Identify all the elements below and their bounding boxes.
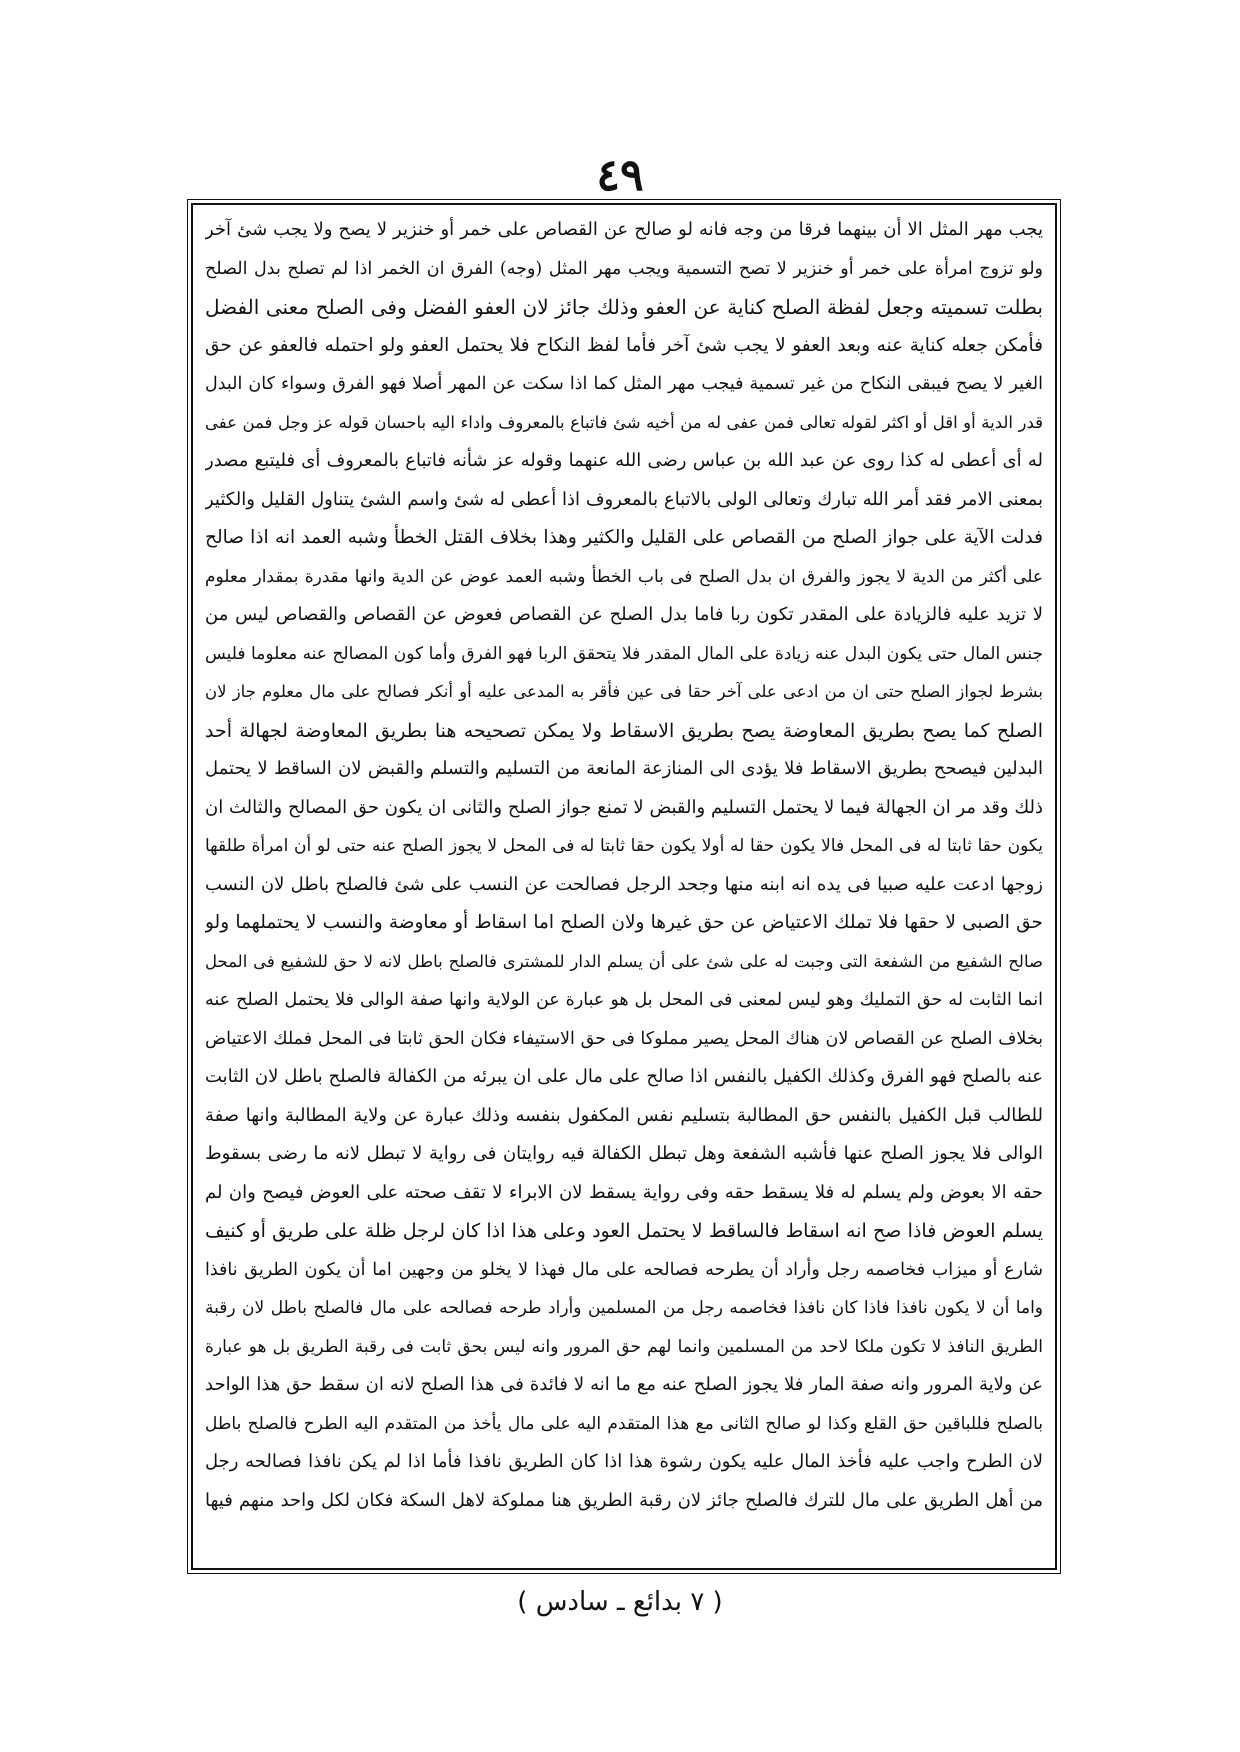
text-line: بطلت تسميته وجعل لفظة الصلح كناية عن العفو وذلك جائز لان العفو الفضل وفى الصلح معنى الفضل (205, 295, 1043, 319)
text-line: فأمكن جعله كناية عنه وبعد العفو لا يجب شئ آخر فأما لفظ النكاح فلا يحتمل العفو ولو احتمله فالعفو عن حق (205, 334, 1043, 356)
text-line: يسلم العوض فاذا صح انه اسقاط فالساقط لا يحتمل العود وعلى هذا اذا كان لرجل ظلة على طريق أو كنيف (205, 1220, 1043, 1242)
text-line: للطالب قبل الكفيل بالنفس حق المطالبة بتسليم نفس المكفول بنفسه وذلك عبارة عن ولاية المطالبة وانها صفة (205, 1104, 1043, 1126)
footer-signature: ( ٧ بدائع ـ سادس ) (517, 1587, 723, 1617)
text-line: فدلت الآية على جواز الصلح من القصاص على القليل والكثير وهذا بخلاف القتل الخطأ وشبه العمد انه اذا صالح (205, 527, 1043, 548)
text-body (205, 211, 1043, 1562)
text-line: البدلين فيصحح بطريق الاسقاط فلا يؤدى الى المنازعة المانعة من التسليم والتسلم والقبض لان الساقط لا يحتمل (205, 758, 1043, 779)
text-line: حق الصبى لا حقها فلا تملك الاعتياض عن حق غيرها ولان الصلح اما اسقاط أو معاوضة والنسب لا يحتملهما ولو (205, 912, 1043, 933)
text-line: صالح الشفيع من الشفعة التى وجبت له على شئ على أن يسلم الدار للمشترى فالصلح باطل لانه لا حق للشفيع فى المحل (205, 951, 1043, 971)
text-line: جنس المال حتى يكون البدل عنه زيادة على المال المقدر فلا يتحقق الربا فهو الفرق وأما كون المصالح عنه معلوما فليس (205, 643, 1043, 664)
text-line: بشرط لجواز الصلح حتى ان من ادعى على آخر حقا فى عين فأقر به المدعى عليه أو أنكر فصالح على مال معلوم جاز لان (205, 682, 1043, 701)
text-line: له أى أعطى له كذا روى عن عبد الله بن عباس رضى الله عنهما وقوله عز شأنه فاتباع بالمعروف أى فليتبع مصدر (205, 450, 1043, 471)
text-line: ذلك وقد مر ان الجهالة فيما لا يحتمل التسليم والقبض لا تمنع جواز الصلح والثانى ان يكون حق المصالح والثالث ان (205, 796, 1043, 818)
text-line: بخلاف الصلح عن القصاص لان هناك المحل يصير مملوكا فى حق الاستيفاء فكان الحق ثابتا فى المحل فملك الاعتياض (205, 1028, 1043, 1049)
page-number: ٤٩ (596, 150, 644, 201)
text-line: قدر الدية أو اقل أو اكثر لقوله تعالى فمن عفى له من أخيه شئ فاتباع بالمعروف واداء اليه باحسان قوله عز وجل فمن عفى (205, 412, 1043, 432)
text-line: عنه بالصلح فهو الفرق وكذلك الكفيل بالنفس اذا صالح على مال على ان يبرئه من الكفالة فالصلح باطل لان الثابت (205, 1066, 1043, 1087)
text-line: زوجها ادعت عليه صبيا فى يده انه ابنه منها وجحد الرجل فصالحت عن النسب على شئ فالصلح باطل لان النسب (205, 873, 1043, 895)
text-line: الوالى فلا يجوز الصلح عنها فأشبه الشفعة وهل تبطل الكفالة فيه روايتان فى رواية لا تبطل لانه ما رضى بسقوط (205, 1143, 1043, 1164)
text-line: الغير لا يصح فيبقى النكاح من غير تسمية فيجب مهر المثل كما اذا سكت عن المهر أصلا فهو الفرق وسواء كان البدل (205, 374, 1043, 394)
text-line: يكون حقا ثابتا له فى المحل فالا يكون حقا له أولا يكون حقا ثابتا له فى المحل لا يجوز الصلح عنه حتى لو أن امرأة طلقها (205, 836, 1043, 856)
text-line: عن ولاية المرور وانه صفة المار فلا يجوز الصلح عنه مع ما انه لا فائدة فى هذا الصلح لانه ان سقط حق هذا الواحد (205, 1374, 1043, 1395)
text-line: بمعنى الامر فقد أمر الله تبارك وتعالى الولى بالاتباع بالمعروف اذا أعطى له شئ واسم الشئ يتناول القليل والكثير (205, 488, 1043, 510)
text-line: شارع أو ميزاب فخاصمه رجل وأراد أن يطرحه فصالحه على مال فهذا لا يخلو من وجهين اما أن يكون الطريق نافذا (205, 1259, 1043, 1280)
text-frame (191, 203, 1057, 1570)
text-line: الطريق النافذ لا تكون ملكا لاحد من المسلمين وانما لهم حق المرور وانه ليس بحق ثابت فى رقبة الطريق بل هو عبارة (205, 1336, 1043, 1357)
text-line: واما أن لا يكون نافذا فاذا كان نافذا فخاصمه رجل من المسلمين وأراد طرحه فصالحه على مال فالصلح باطل لان رقبة (205, 1298, 1043, 1318)
text-line: من أهل الطريق على مال للترك فالصلح جائز لان رقبة الطريق هنا مملوكة لاهل السكة فكان لكل واحد منهم فيها (205, 1489, 1043, 1511)
text-line: بالصلح فللباقين حق القلع وكذا لو صالح الثانى مع هذا المتقدم اليه على مال يأخذ من المتقدم اليه الطرح فالصلح باطل (205, 1413, 1043, 1434)
text-line: يجب مهر المثل الا أن بينهما فرقا من وجه فانه لو صالح عن القصاص على خمر أو خنزير لا يصح ولا يجب شئ آخر (205, 219, 1043, 240)
text-line: ولو تزوج امرأة على خمر أو خنزير لا تصح التسمية ويجب مهر المثل (وجه) الفرق ان الخمر اذا لم تصلح بدل الصلح (205, 258, 1043, 279)
text-line: لان الطرح واجب عليه فأخذ المال عليه يكون رشوة هذا اذا كان الطريق نافذا فأما اذا لم يكن نافذا فصالحه رجل (205, 1451, 1043, 1472)
text-line: على أكثر من الدية لا يجوز والفرق ان بدل الصلح فى باب الخطأ وشبه العمد عوض عن الدية وانها مقدرة بمقدار معلوم (205, 566, 1043, 587)
text-line: حقه الا بعوض ولم يسلم له فلا يسقط حقه وفى رواية يسقط لان الابراء لا تقف صحته على العوض فيصح وان لم (205, 1181, 1043, 1203)
text-line: الصلح كما يصح بطريق المعاوضة يصح بطريق الاسقاط ولا يمكن تصحيحه هنا بطريق المعاوضة لجهالة أحد (205, 719, 1043, 742)
text-line: انما الثابت له حق التمليك وهو ليس لمعنى فى المحل بل هو عبارة عن الولاية وانها صفة الوالى فلا يحتمل الصلح عنه (205, 990, 1043, 1010)
text-line: لا تزيد عليه فالزيادة على المقدر تكون ربا فاما بدل الصلح عن القصاص فعوض عن القصاص والقصاص ليس من (205, 604, 1043, 625)
